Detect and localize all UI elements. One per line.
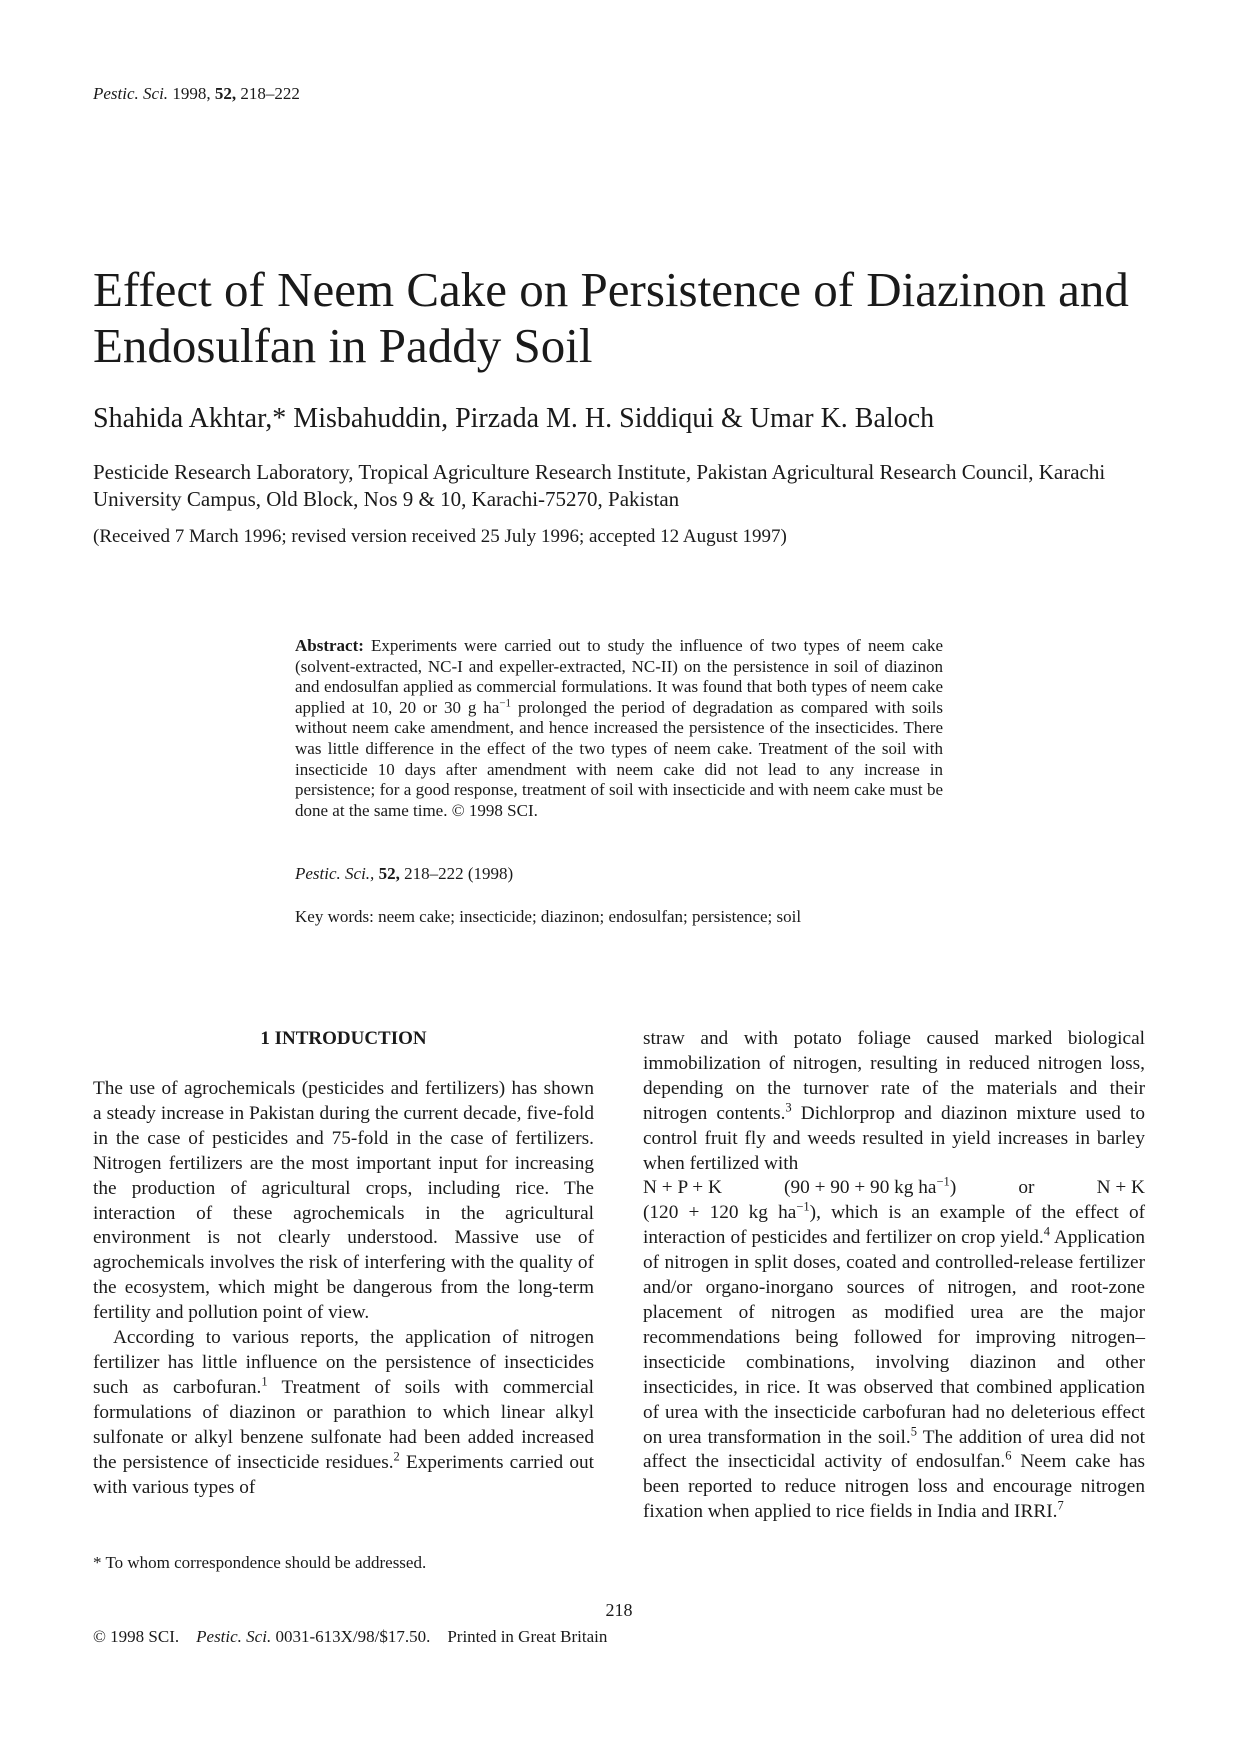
reference-mark: 5 [910, 1424, 918, 1439]
page-footer: © 1998 SCI. Pestic. Sci. 0031-613X/98/$17.50. Printed in Great Britain [93, 1627, 608, 1646]
paragraph: straw and with potato foliage caused marked biological immobilization of nitrogen, resulting in reduced nitrogen loss, depending on the turnover rate of the materials and their nitrogen contents.$^3$ Dichlorprop and diazinon mixture used to control fruit fly and weeds resulted in yield increases in barley when fertilized with [643, 1028, 1145, 1174]
page-number: 218 [605, 1600, 633, 1620]
reference-mark: 7 [1057, 1498, 1064, 1513]
reference-mark: 4 [1043, 1224, 1051, 1239]
abstract: Abstract: Experiments were carried out to study the influence of two types of neem cake (solvent-extracted, NC-I and expeller-extracted, NC-II) on the persistence in soil of diazinon and endosulfan applied as commercial formulations. It was found that both types of neem cake applied at 10, 20 or 30 g $ha^{-1}$ prolonged the period of degradation as compared with soils without neem cake amendment, and hence increased the persistence of the insecticides. There was little difference in the effect of the two types of neem cake. Treatment of the soil with insecticide 10 days after amendment with neem cake did not lead to any increase in persistence; for a good response, treatment of soil with insecticide and with neem cake must be done at the same time. © 1998 SCI. [295, 636, 944, 820]
affiliation: Pesticide Research Laboratory, Tropical Agriculture Research Institute, Pakistan Agricultural Research Council, Karachi University Campus, Old Block, Nos 9 & 10, Karachi-75270, Pakistan [93, 460, 1106, 511]
paragraph: The use of agrochemicals (pesticides and fertilizers) has shown a steady increase in Pakistan during the current decade, five-fold in the case of pesticides and 75-fold in the case of fertilizers. Nitrogen fertilizers are the most important input for increasing the production of agricultural crops, including rice. The interaction of these agrochemicals in the agricultural environment is not clearly understood. Massive use of agrochemicals involves the risk of interfering with the quality of the ecosystem, which might be dangerous from the long-term fertility and pollution point of view. [93, 1078, 594, 1324]
reference-mark: 2 [393, 1449, 400, 1464]
article-title: Effect of Neem Cake on Persistence of Diazinon and Endosulfan in Paddy Soil [93, 262, 1129, 373]
reference-mark: 6 [1005, 1448, 1012, 1463]
copyright-icon: © [93, 1627, 106, 1646]
reference-mark: 1 [261, 1374, 268, 1389]
authors: Shahida Akhtar,* Misbahuddin, Pirzada M. H. Siddiqui & Umar K. Baloch [93, 403, 935, 434]
right-column [643, 1027, 1145, 1525]
abstract-citation: Pestic. Sci., 52, 218–222 (1998) [295, 864, 514, 883]
left-column [93, 1027, 594, 1500]
journal-reference: Pestic. Sci. 1998, 52, 218–222 [93, 84, 300, 103]
copyright-icon: © [451, 800, 465, 820]
reference-mark: 3 [785, 1100, 792, 1115]
paragraph: (120 + 120 kg $ha^{-1}$), which is an example of the effect of interaction of pesticides and fertilizer on crop yield.$^4$ Application of nitrogen in split doses, coated and controlled-release fertilizer and/or organo-inorgano sources of nitrogen, and root-zone placement of nitrogen as modified urea are the major recommendations being followed for improving nitrogen–insecticide combinations, involving diazinon and other insecticides, in rice. It was observed that combined application of urea with the insecticide carbofuran had no deleterious effect on urea transformation in the soil.$^5$ The addition of urea did not affect the insecticidal activity of endosulfan.$^6$ Neem cake has been reported to reduce nitrogen loss and encourage nitrogen fixation when applied to rice fields in India and IRRI.$^7$ [643, 1199, 1146, 1523]
fertilizer-equation: N + P + K (90 + 90 + 90 kg $ha^{-1}$) or N + K [643, 1175, 1145, 1199]
footnote: * To whom correspondence should be addressed. [93, 1553, 427, 1572]
keywords: Key words: neem cake; insecticide; diazinon; endosulfan; persistence; soil [295, 907, 802, 926]
received-dates: (Received 7 March 1996; revised version received 25 July 1996; accepted 12 August 1997) [93, 526, 787, 547]
section-heading: 1 INTRODUCTION [260, 1028, 427, 1049]
paragraph: According to various reports, the application of nitrogen fertilizer has little influence on the persistence of insecticides such as carbofuran.$^1$ Treatment of soils with commercial formulations of diazinon or parathion to which linear alkyl sulfonate or alkyl benzene sulfonate had been added increased the persistence of insecticide residues.$^2$ Experiments carried out with various types of [93, 1327, 594, 1498]
